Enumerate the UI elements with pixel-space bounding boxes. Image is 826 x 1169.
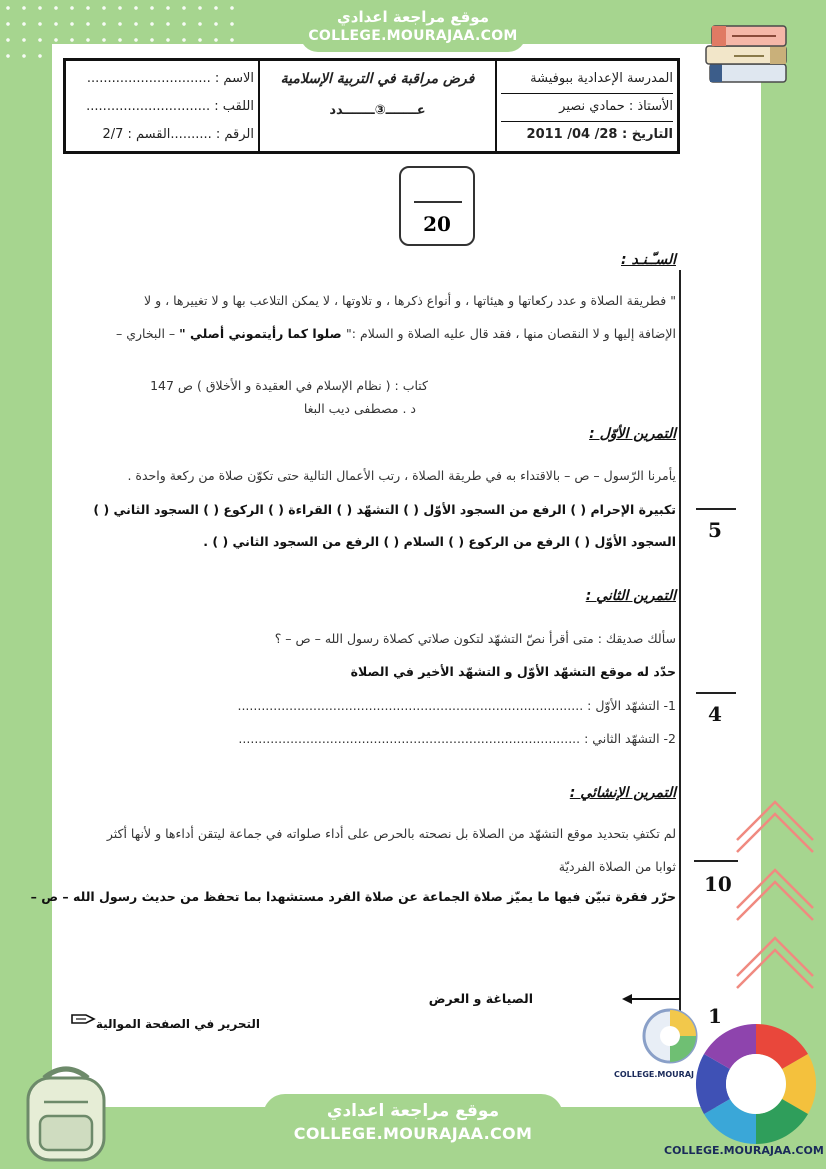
exercise-3-mark-line bbox=[694, 860, 738, 862]
text-line-2-post: – البخاري – bbox=[115, 326, 180, 341]
section-text-title: السـّـنـد : bbox=[621, 252, 676, 268]
exercise-2-title: التمرين الثاني : bbox=[585, 588, 676, 604]
exam-header bbox=[63, 58, 680, 154]
exercise-3-line-3: حرّر فقرة تبيّن فيها ما يميّز صلاة الجماعة عن صلاة الفرد مستشهدا بما تحفظ من حديث رسول الله – ص – bbox=[30, 889, 676, 904]
number-class-field[interactable]: الرقم : ..........القسم : 2/7 bbox=[102, 127, 254, 142]
decorative-chevrons-icon bbox=[733, 790, 817, 1030]
text-line-2-pre: الإضافة إليها و لا النقصان منها ، فقد قال عليه الصلاة و السلام :" bbox=[346, 326, 676, 341]
exercise-1-mark-line bbox=[696, 508, 736, 510]
books-icon bbox=[700, 12, 796, 92]
exercise-2-answer-2[interactable]: 2- التشهّد الثاني : ...................................................................................... bbox=[238, 731, 676, 746]
exercise-2-question-1: سألك صديقك : متى أقرأ نصّ التشهّد لتكون صلاتي كصلاة رسول الله – ص – ؟ bbox=[274, 631, 676, 646]
backpack-icon bbox=[14, 1060, 118, 1164]
school-name: المدرسة الإعدادية ببوفيشة bbox=[501, 65, 673, 94]
site-banner-top-url: COLLEGE.MOURAJAA.COM bbox=[308, 28, 518, 44]
header-school-info bbox=[497, 61, 677, 151]
grade-fraction-line bbox=[414, 201, 462, 203]
exercise-2-answer-1[interactable]: 1- التشهّد الأوّل : ....................................................................................... bbox=[237, 698, 676, 713]
hadith-quote: صلوا كما رأيتموني أصلي " bbox=[179, 326, 347, 341]
site-banner-bottom-url: COLLEGE.MOURAJAA.COM bbox=[293, 1124, 533, 1143]
exercise-1-items-line-2: السجود الأوّل ( ) الرفع من الركوع ( ) السلام ( ) الرفع من السجود الثاني ( ) . bbox=[203, 534, 676, 549]
small-logo-icon bbox=[640, 1006, 700, 1066]
exercise-2-mark-line bbox=[696, 692, 736, 694]
text-line-1: " فطريقة الصلاة و عدد ركعاتها و هيئاتها ، و أنواع ذكرها ، و تلاوتها ، لا يمكن التلاعب بها و لا تغييرها ، و لا bbox=[144, 293, 676, 308]
presentation-label: الصياغة و العرض bbox=[428, 991, 533, 1006]
teacher-name: الأستاذ : حمادي نصير bbox=[501, 93, 673, 122]
content-margin-line bbox=[679, 270, 681, 1015]
grade-total: 20 bbox=[423, 212, 451, 236]
arrow-left-icon bbox=[622, 994, 682, 1004]
exam-date: التاريخ : 28/ 04/ 2011 bbox=[526, 127, 673, 142]
continue-note: التحرير في الصفحة الموالية bbox=[95, 1017, 260, 1031]
exercise-1-title: التمرين الأوّل : bbox=[589, 426, 676, 442]
exercise-2-question-2: حدّد له موقع التشهّد الأوّل و التشهّد الأخير في الصلاة bbox=[350, 664, 676, 679]
site-banner-bottom[interactable] bbox=[263, 1094, 563, 1154]
text-line-2 bbox=[76, 320, 676, 347]
site-logo-text: COLLEGE.MOURAJAA.COM bbox=[664, 1144, 824, 1157]
site-banner-bottom-arabic: موقع مراجعة اعدادي bbox=[326, 1101, 500, 1121]
exercise-3-line-2: ثوابا من الصلاة الفرديّة bbox=[558, 859, 676, 874]
exercise-2-mark: 4 bbox=[708, 702, 722, 726]
name-field[interactable]: الاسم : .............................. bbox=[86, 71, 254, 86]
source-line-1: كتاب : ( نظام الإسلام في العقيدة و الأخلاق ) ص 147 bbox=[150, 378, 428, 393]
presentation-mark: 1 bbox=[708, 1004, 722, 1028]
site-banner-top[interactable] bbox=[300, 8, 526, 52]
exercise-1-mark: 5 bbox=[708, 518, 722, 542]
site-logo-icon bbox=[694, 1022, 818, 1146]
site-banner-top-arabic: موقع مراجعة اعدادي bbox=[337, 8, 489, 26]
exam-number: عـــــــ③ـــــــدد bbox=[329, 103, 426, 118]
small-logo-text: COLLEGE.MOURAJ bbox=[614, 1070, 694, 1079]
exercise-1-items-line-1: تكبيرة الإحرام ( ) الرفع من السجود الأوّل ( ) التشهّد ( ) القراءة ( ) الركوع ( ) السجود الثاني ( ) bbox=[93, 502, 676, 517]
exam-title: فرض مراقبة في التربية الإسلامية bbox=[280, 71, 475, 87]
grade-box bbox=[399, 166, 475, 246]
header-exam-info bbox=[260, 61, 497, 151]
exercise-3-mark: 10 bbox=[704, 872, 732, 896]
source-line-2: د . مصطفى ديب البغا bbox=[303, 401, 416, 416]
header-student-info bbox=[66, 61, 260, 151]
pointing-hand-icon bbox=[70, 1012, 96, 1026]
surname-field[interactable]: اللقب : .............................. bbox=[86, 99, 254, 114]
exercise-1-intro: يأمرنا الرّسول – ص – بالاقتداء به في طريقة الصلاة ، رتب الأعمال التالية حتى تكوّن صلاة من ركعة واحدة . bbox=[127, 468, 676, 483]
exercise-3-title: التمرين الإنشائي : bbox=[569, 785, 676, 801]
exercise-3-line-1: لم تكتفِ بتحديد موقع التشهّد من الصلاة بل نصحته بالحرص على أداء صلواته في جماعة ليتقن أداءها و لأنها أكثر bbox=[106, 826, 676, 841]
